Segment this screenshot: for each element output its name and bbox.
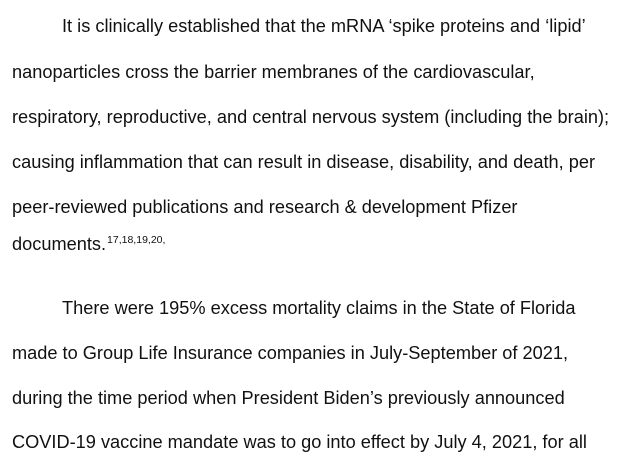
text-line-last — [12, 233, 165, 255]
text-line: respiratory, reproductive, and central nervous system (including the brain); — [12, 107, 610, 127]
text-line: during the time period when President Biden’s previously announced — [12, 388, 565, 408]
text-line-content: documents. — [12, 234, 107, 254]
text-line: peer-reviewed publications and research & development Pfizer — [12, 197, 518, 217]
text-line: It is clinically established that the mRNA ‘spike proteins and ‘lipid’ — [62, 16, 586, 36]
text-line: nanoparticles cross the barrier membranes of the cardiovascular, — [12, 62, 535, 82]
text-line: made to Group Life Insurance companies in July-September of 2021, — [12, 343, 569, 363]
text-line: There were 195% excess mortality claims in the State of Florida — [62, 298, 576, 318]
text-line: causing inflammation that can result in disease, disability, and death, per — [12, 152, 596, 172]
text-line: COVID-19 vaccine mandate was to go into effect by July 4, 2021, for all — [12, 432, 587, 452]
footnote-references: 17,18,19,20, — [107, 234, 166, 246]
